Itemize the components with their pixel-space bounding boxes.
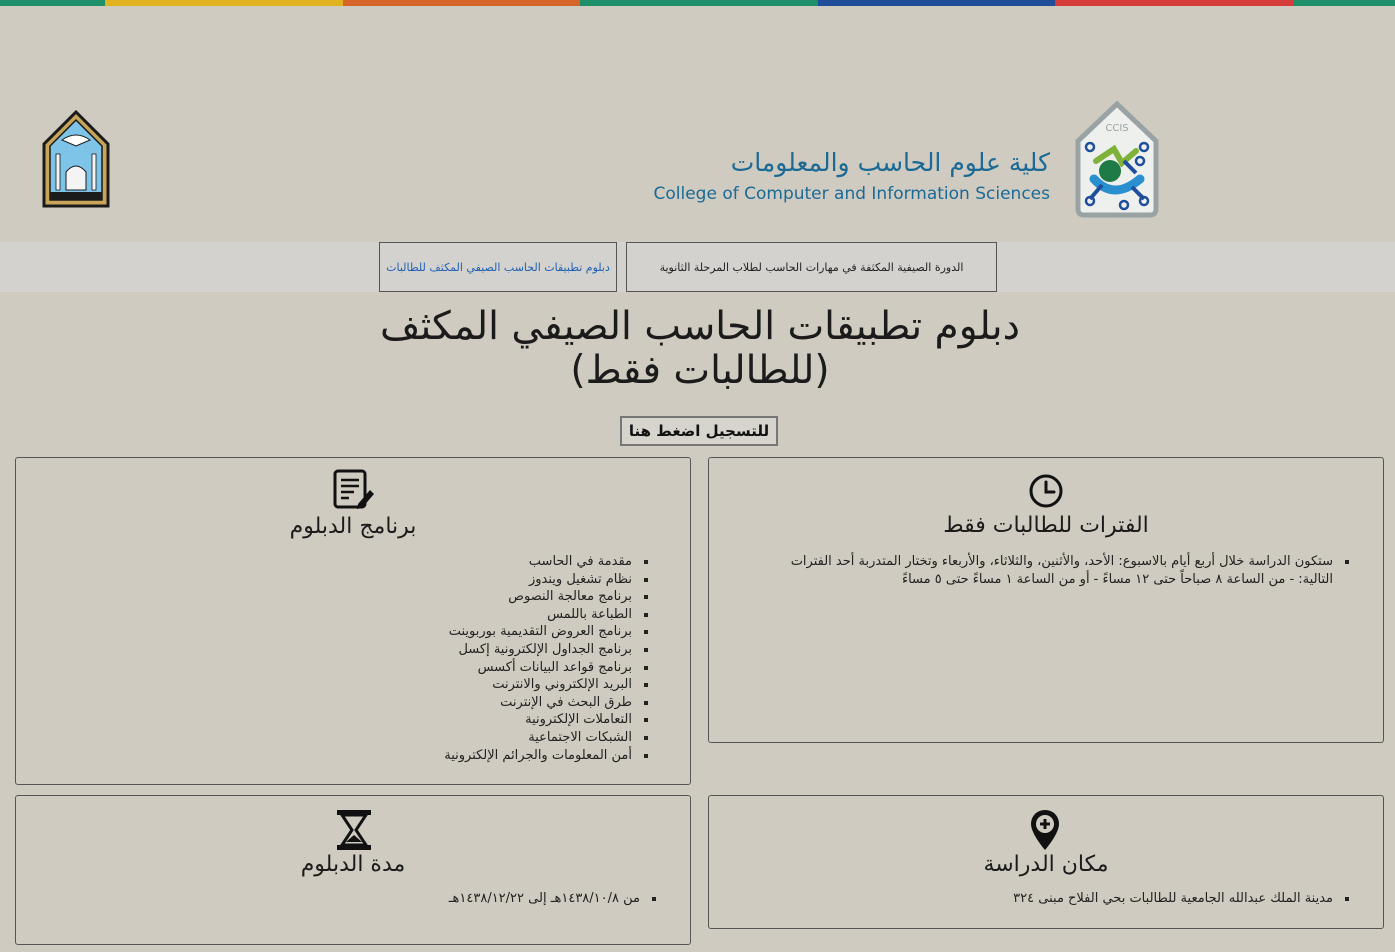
program-item: ▪ البريد الإلكتروني والانترنت — [214, 676, 634, 694]
program-item: ▪ برنامج العروض التقديمية بوربوينت — [214, 623, 634, 641]
location-title: مكان الدراسة — [983, 852, 1109, 877]
map-pin-icon — [1029, 808, 1061, 856]
periods-text: ▪ ستكون الدراسة خلال أربع أيام بالاسبوع: الأحد، والأثنين، والثلاثاء، والأربعاء وتختار المتدربة أحد الفترات التالية: - من الساعة ٨ صباحاً حتى ١٢ مساءً - أو من الساعة ١ مساءً حتى ٥ مساءً — [755, 553, 1335, 588]
logo-text: CCIS — [1105, 123, 1129, 134]
program-item: ▪ طرق البحث في الإنترنت — [214, 694, 634, 712]
program-item: ▪ التعاملات الإلكترونية — [214, 711, 634, 729]
program-item: ▪ برنامج الجداول الإلكترونية إكسل — [214, 641, 634, 659]
duration-text: ▪ من ١٤٣٨/١٠/٨هـ إلى ١٤٣٨/١٢/٢٢هـ — [62, 890, 642, 908]
location-text: ▪ مدينة الملك عبدالله الجامعية للطالبات بحي الفلاح مبنى ٣٢٤ — [755, 890, 1335, 908]
page-title-line1: دبلوم تطبيقات الحاسب الصيفي المكثف — [380, 304, 1020, 349]
program-card — [15, 457, 691, 785]
duration-list — [62, 890, 660, 908]
university-logo[interactable] — [42, 110, 110, 210]
hourglass-icon — [334, 808, 374, 856]
program-item: ▪ أمن المعلومات والجرائم الإلكترونية — [214, 747, 634, 765]
program-item: ▪ الطباعة باللمس — [214, 606, 634, 624]
page-title — [250, 305, 1150, 393]
location-card — [708, 795, 1384, 929]
college-name-english: College of Computer and Information Sciences — [653, 184, 1050, 204]
periods-card — [708, 457, 1384, 743]
top-color-stripe — [0, 0, 1395, 6]
program-item: ▪ برنامج معالجة النصوص — [214, 588, 634, 606]
program-item: ▪ مقدمة في الحاسب — [214, 553, 634, 571]
tab-secondary-school-course[interactable]: الدورة الصيفية المكثفة في مهارات الحاسب لطلاب المرحلة الثانوية — [626, 242, 997, 292]
program-title: برنامج الدبلوم — [289, 514, 417, 539]
program-item: ▪ نظام تشغيل ويندوز — [214, 571, 634, 589]
duration-card — [15, 795, 691, 945]
college-name-arabic: كلية علوم الحاسب والمعلومات — [730, 148, 1050, 177]
page-title-line2: (للطالبات فقط) — [570, 348, 830, 393]
program-list — [214, 553, 650, 764]
document-edit-icon — [332, 468, 376, 516]
program-item: ▪ برنامج قواعد البيانات أكسس — [214, 659, 634, 677]
tab-diploma[interactable]: دبلوم تطبيقات الحاسب الصيفي المكثف للطالبات — [379, 242, 617, 292]
register-button[interactable]: للتسجيل اضغط هنا — [620, 416, 778, 446]
duration-title: مدة الدبلوم — [300, 852, 406, 877]
program-item: ▪ الشبكات الاجتماعية — [214, 729, 634, 747]
clock-icon — [1028, 473, 1064, 513]
periods-title: الفترات للطالبات فقط — [943, 513, 1149, 538]
location-list — [755, 890, 1353, 908]
ccis-logo[interactable] — [1074, 101, 1160, 219]
periods-list — [755, 553, 1353, 588]
